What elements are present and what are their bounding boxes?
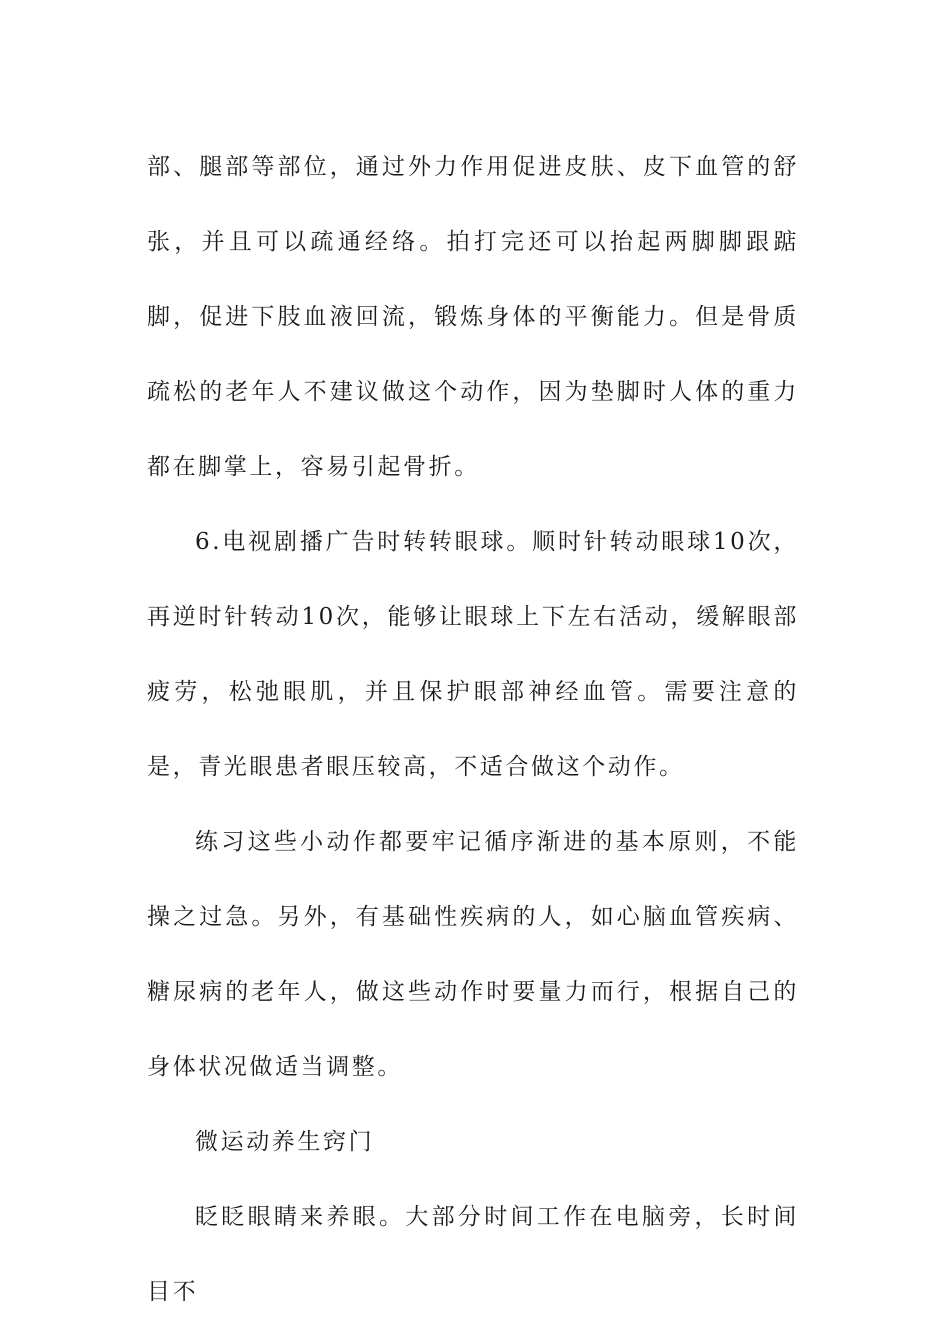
paragraph-eye-rotation: 6.电视剧播广告时转转眼球。顺时针转动眼球10次，再逆时针转动10次，能够让眼球上下左右活动，缓解眼部疲劳，松弛眼肌，并且保护眼部神经血管。需要注意的是，青光眼患者眼压较高，不适合做这个动作。 [147,529,799,780]
paragraph-blink-eyes: 眨眨眼睛来养眼。大部分时间工作在电脑旁，长时间目不 [147,1204,799,1305]
section-heading: 微运动养生窍门 [195,1129,375,1155]
document-body [147,130,799,1330]
paragraph-leg-exercise: 部、腿部等部位，通过外力作用促进皮肤、皮下血管的舒张，并且可以疏通经络。拍打完还可以抬起两脚脚跟踮脚，促进下肢血液回流，锻炼身体的平衡能力。但是骨质疏松的老年人不建议做这个动作，因为垫脚时人体的重力都在脚掌上，容易引起骨折。 [147,154,799,480]
paragraph-gradual-principle: 练习这些小动作都要牢记循序渐进的基本原则，不能操之过急。另外，有基础性疾病的人，如心脑血管疾病、糖尿病的老年人，做这些动作时要量力而行，根据自己的身体状况做适当调整。 [147,829,799,1080]
